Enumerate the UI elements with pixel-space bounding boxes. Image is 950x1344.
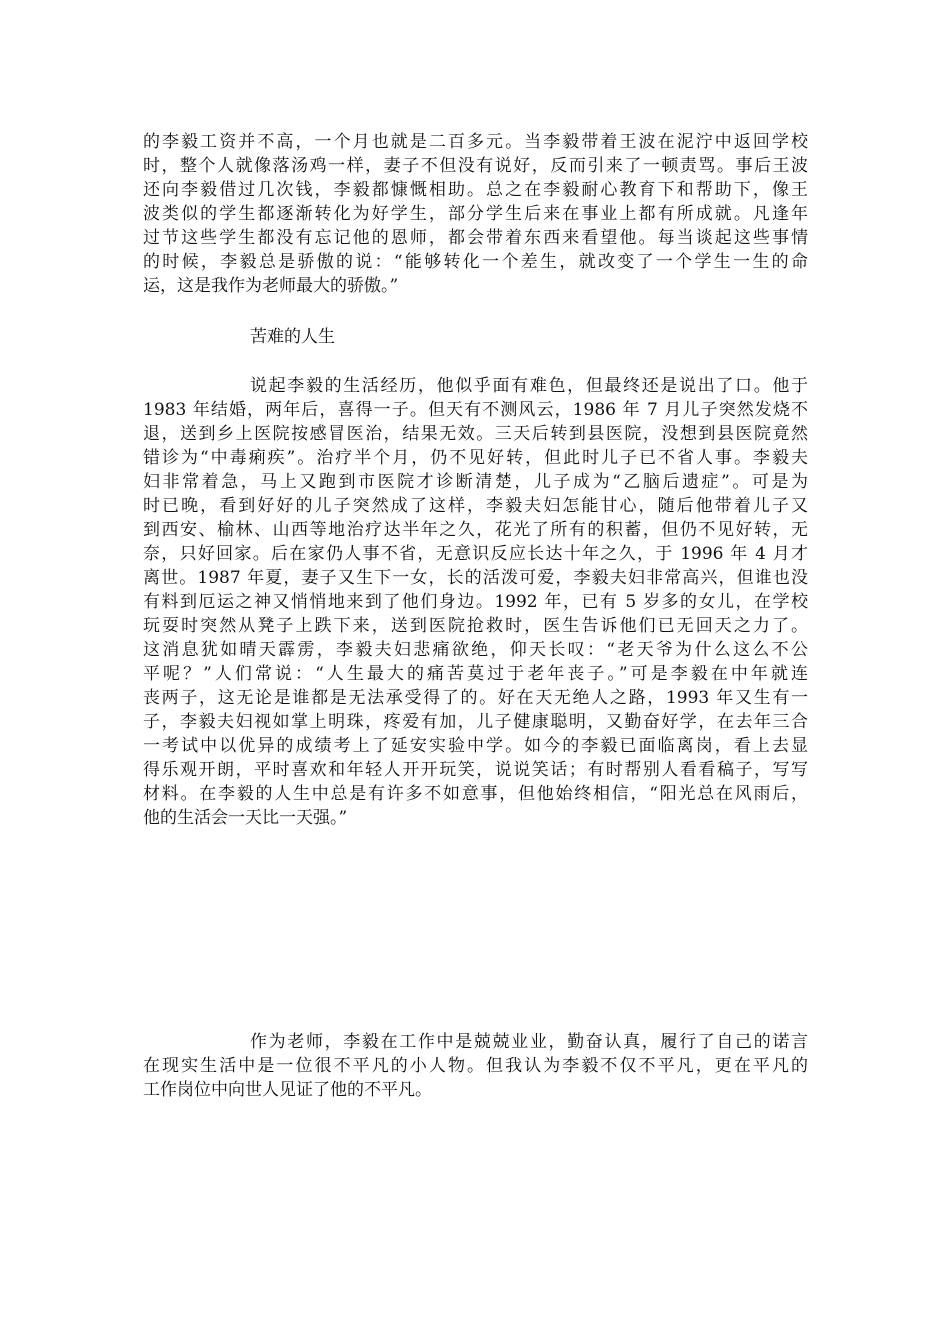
text-line: 材料。在李毅的人生中总是有许多不如意事，但他始终相信，“阳光总在风雨后， <box>143 784 808 804</box>
text-line: 退，送到乡上医院按感冒医治，结果无效。三天后转到县医院，没想到县医院竟然 <box>143 424 808 444</box>
text-line: 还向李毅借过几次钱，李毅都慷慨相助。总之在李毅耐心教育下和帮助下，像王 <box>143 180 808 200</box>
text-line: 过节这些学生都没有忘记他的恩师，都会带着东西来看望他。每当谈起这些事情 <box>143 228 808 248</box>
section-heading: 苦难的人生 <box>250 327 335 347</box>
text-line: 奈，只好回家。后在家仍人事不省，无意识反应长达十年之久，于 1996 年 4 月才 <box>143 544 808 564</box>
text-line: 一考试中以优异的成绩考上了延安实验中学。如今的李毅已面临离岗，看上去显 <box>143 736 808 756</box>
text-line: 运，这是我作为老师最大的骄傲。” <box>143 276 399 296</box>
text-line: 波类似的学生都逐渐转化为好学生，部分学生后来在事业上都有所成就。凡逢年 <box>143 204 808 224</box>
text-line: 作为老师，李毅在工作中是兢兢业业，勤奋认真，履行了自己的诺言 <box>250 1032 808 1052</box>
text-line: 的李毅工资并不高，一个月也就是二百多元。当李毅带着王波在泥泞中返回学校 <box>143 132 808 152</box>
text-line: 时，整个人就像落汤鸡一样，妻子不但没有说好，反而引来了一顿责骂。事后王波 <box>143 156 808 176</box>
text-line: 得乐观开朗，平时喜欢和年轻人开开玩笑，说说笑话；有时帮别人看看稿子，写写 <box>143 760 808 780</box>
text-line: 到西安、榆林、山西等地治疗达半年之久，花光了所有的积蓄，但仍不见好转，无 <box>143 520 808 540</box>
text-line: 玩耍时突然从凳子上跌下来，送到医院抢救时，医生告诉他们已无回天之力了。 <box>143 616 808 636</box>
text-line: 他的生活会一天比一天强。” <box>143 808 348 828</box>
text-line: 有料到厄运之神又悄悄地来到了他们身边。1992 年，已有 5 岁多的女儿，在学校 <box>143 592 808 612</box>
text-line: 的时候，李毅总是骄傲的说：“能够转化一个差生，就改变了一个学生一生的命 <box>143 252 808 272</box>
text-line: 平呢？”人们常说：“人生最大的痛苦莫过于老年丧子。”可是李毅在中年就连 <box>143 664 808 684</box>
text-line: 说起李毅的生活经历，他似乎面有难色，但最终还是说出了口。他于 <box>250 376 808 396</box>
text-line: 离世。1987 年夏，妻子又生下一女，长的活泼可爱，李毅夫妇非常高兴，但谁也没 <box>143 568 808 588</box>
text-line: 工作岗位中向世人见证了他的不平凡。 <box>143 1080 432 1100</box>
text-line: 在现实生活中是一位很不平凡的小人物。但我认为李毅不仅不平凡，更在平凡的 <box>143 1056 808 1076</box>
text-line: 1983 年结婚，两年后，喜得一子。但天有不测风云，1986 年 7 月儿子突然发烧不 <box>143 400 808 420</box>
text-line: 丧两子，这无论是谁都是无法承受得了的。好在天无绝人之路，1993 年又生有一 <box>143 688 808 708</box>
text-line: 妇非常着急，马上又跑到市医院才诊断清楚，儿子成为“乙脑后遗症”。可是为 <box>143 472 808 492</box>
text-line: 子，李毅夫妇视如掌上明珠，疼爱有加，儿子健康聪明，又勤奋好学，在去年三合 <box>143 712 808 732</box>
text-line: 错诊为“中毒痢疾”。治疗半个月，仍不见好转，但此时儿子已不省人事。李毅夫 <box>143 448 808 468</box>
text-line: 时已晚，看到好好的儿子突然成了这样，李毅夫妇怎能甘心，随后他带着儿子又 <box>143 496 808 516</box>
text-line: 这消息犹如晴天霹雳，李毅夫妇悲痛欲绝，仰天长叹：“老天爷为什么这么不公 <box>143 640 808 660</box>
